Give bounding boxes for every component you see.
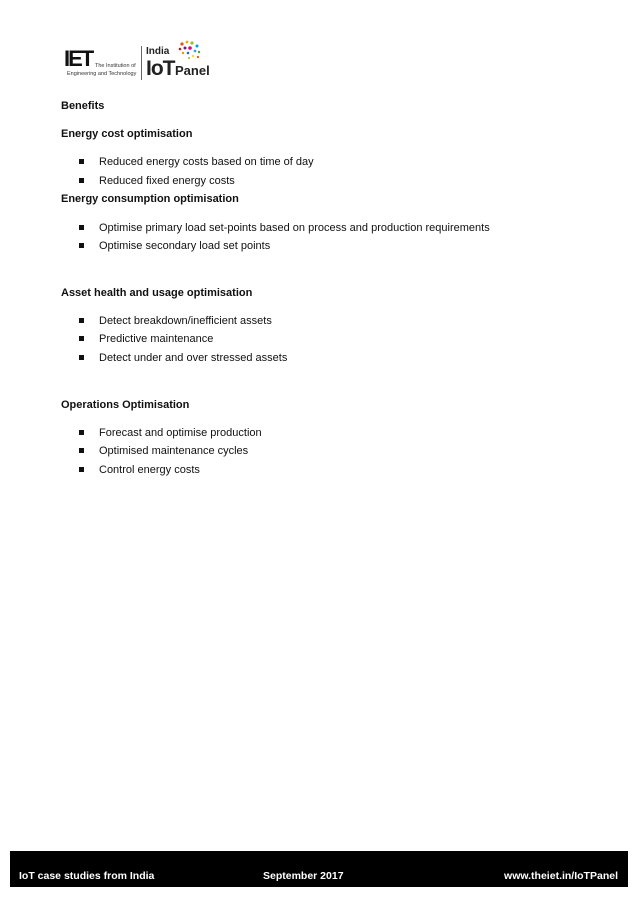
list-item-text: Detect breakdown/inefficient assets: [99, 315, 272, 327]
square-bullet-icon: [79, 225, 84, 230]
colorful-dots-icon: [176, 40, 202, 64]
list-item-text: Control energy costs: [99, 464, 200, 476]
square-bullet-icon: [79, 430, 84, 435]
list-item-text: Predictive maintenance: [99, 333, 214, 345]
square-bullet-icon: [79, 336, 84, 341]
section-heading: Energy cost optimisation: [61, 128, 193, 140]
footer-series-title: IoT case studies from India: [19, 870, 155, 882]
square-bullet-icon: [79, 448, 84, 453]
footer-url: www.theiet.in/IoTPanel: [504, 870, 618, 882]
benefits-heading: Benefits: [61, 100, 105, 112]
header-logos: [64, 42, 214, 82]
panel-logo-panel: Panel: [175, 63, 210, 78]
section-heading: Operations Optimisation: [61, 399, 190, 411]
iet-logo-mark: IET: [64, 46, 93, 71]
section-heading: Asset health and usage optimisation: [61, 287, 253, 299]
iet-logo-line2: Engineering and Technology: [67, 71, 137, 77]
square-bullet-icon: [79, 467, 84, 472]
square-bullet-icon: [79, 355, 84, 360]
square-bullet-icon: [79, 178, 84, 183]
list-item-text: Reduced fixed energy costs: [99, 175, 235, 187]
square-bullet-icon: [79, 318, 84, 323]
list-item-text: Forecast and optimise production: [99, 427, 262, 439]
logo-divider: [141, 46, 142, 80]
iet-logo-line1: The Institution of: [95, 63, 136, 69]
footer-bar: [10, 851, 628, 887]
section-heading: Energy consumption optimisation: [61, 193, 239, 205]
square-bullet-icon: [79, 159, 84, 164]
list-item-text: Optimised maintenance cycles: [99, 445, 249, 457]
panel-logo-india: India: [146, 46, 170, 57]
panel-logo-iot: IoT: [146, 57, 175, 80]
list-item-text: Optimise secondary load set points: [99, 240, 271, 252]
list-item-text: Reduced energy costs based on time of day: [99, 156, 314, 168]
list-item-text: Detect under and over stressed assets: [99, 352, 288, 364]
footer-date: September 2017: [263, 870, 344, 882]
square-bullet-icon: [79, 243, 84, 248]
list-item-text: Optimise primary load set-points based on process and production requirements: [99, 222, 490, 234]
